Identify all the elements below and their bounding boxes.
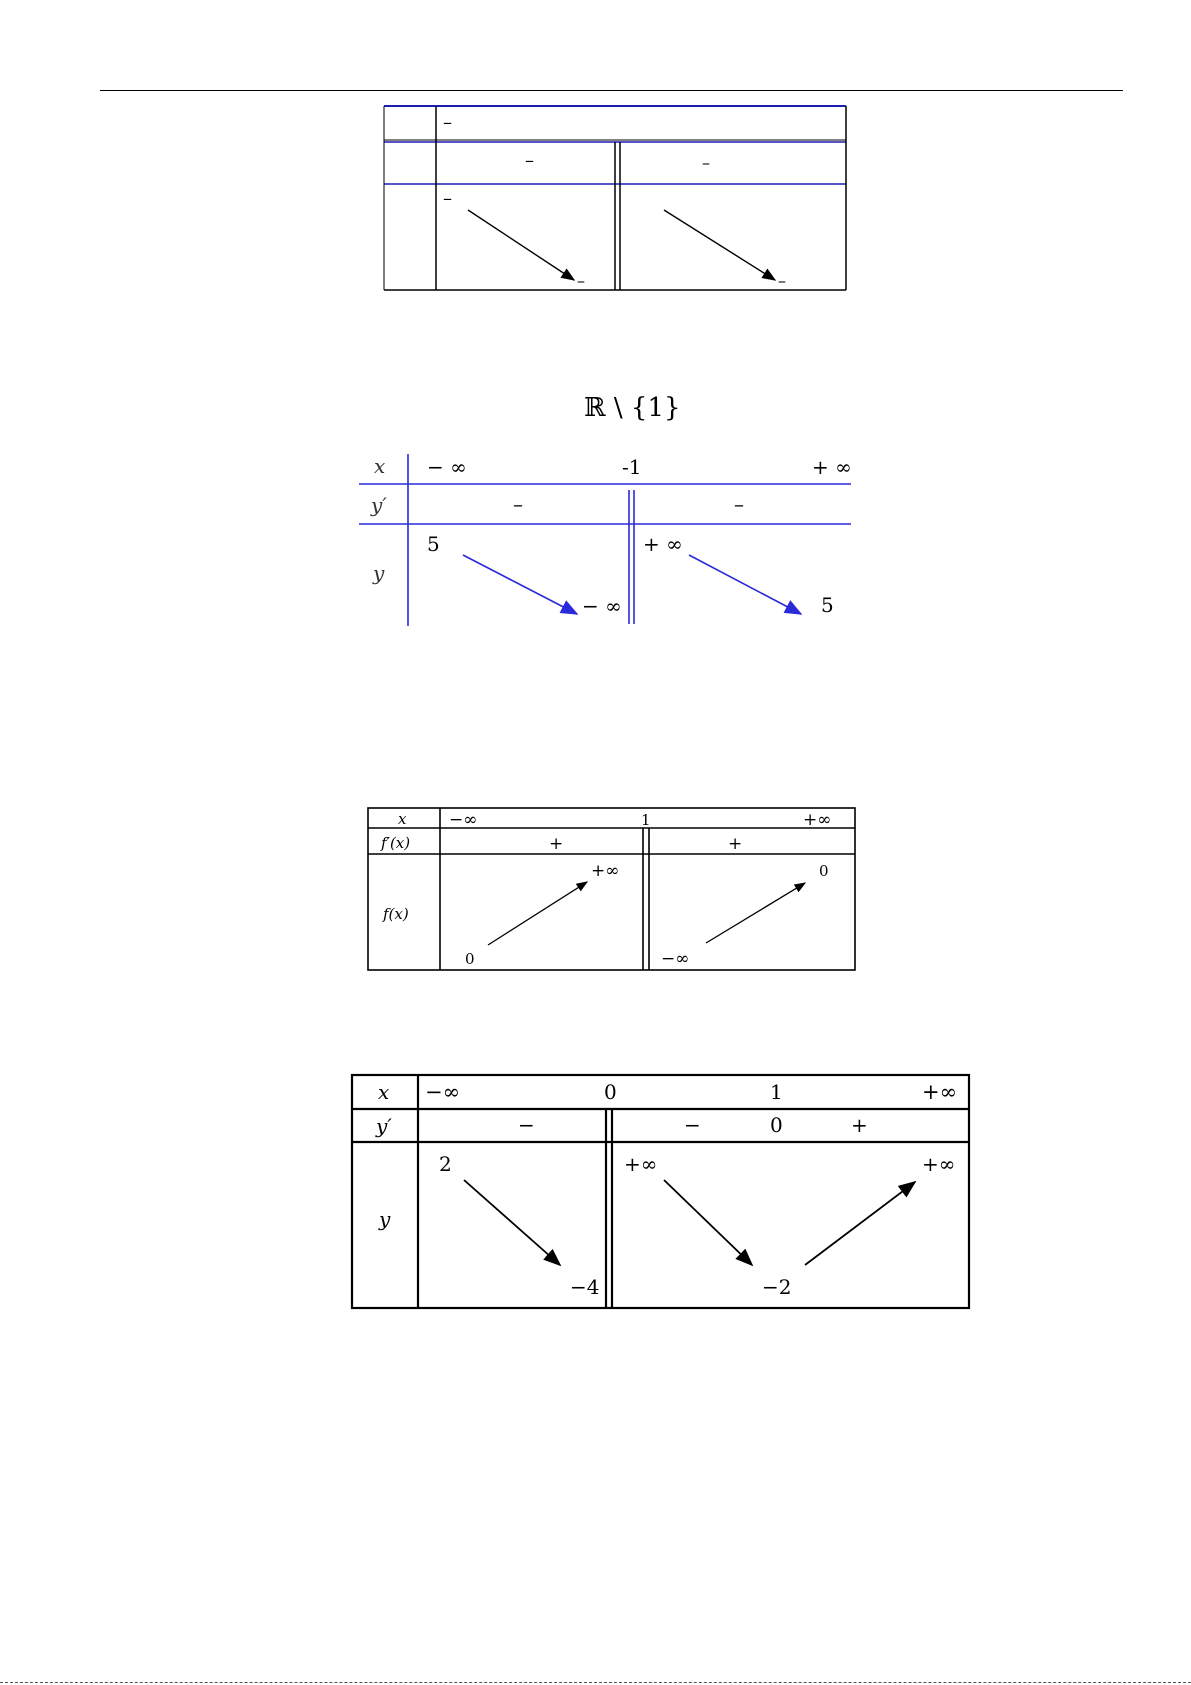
t3-label-df: f′(x)	[381, 834, 411, 852]
t4-y-neg4: −4	[570, 1275, 600, 1299]
t3-y-zero-right: 0	[819, 862, 829, 880]
t2-y-5-right: 5	[821, 593, 834, 617]
t1-x-dash: –	[443, 112, 452, 133]
t4-sign-3: +	[851, 1113, 868, 1137]
t4-x-neginf: −∞	[425, 1080, 461, 1104]
t4-label-dy: y′	[376, 1114, 392, 1138]
t4-label-x: x	[378, 1080, 390, 1104]
t3-sign-left: +	[549, 834, 564, 854]
t1-sign-left: –	[525, 150, 534, 171]
t2-arrow-right	[689, 555, 801, 614]
t3-label-f: f(x)	[383, 905, 409, 923]
header-rule	[100, 90, 1123, 91]
t1-y-end-left: –	[577, 271, 585, 290]
t3-label-x: x	[398, 810, 407, 828]
t2-sign-right: –	[734, 492, 744, 516]
t4-x-one: 1	[770, 1080, 783, 1104]
t3-arrow-right	[706, 883, 805, 943]
t2-y-5-left: 5	[427, 532, 440, 556]
t4-sign-1: −	[518, 1113, 535, 1137]
t2-arrow-left	[463, 555, 577, 614]
t3-y-posinf: +∞	[591, 861, 620, 881]
table-1-grid	[384, 106, 846, 290]
t3-sign-right: +	[728, 834, 743, 854]
variation-table-3	[365, 804, 860, 974]
variation-table-4	[348, 1072, 974, 1312]
t4-x-posinf: +∞	[922, 1080, 958, 1104]
t3-y-zero-left: 0	[465, 950, 475, 968]
t1-arrow-left	[468, 210, 574, 280]
t4-arrow-2	[664, 1180, 752, 1265]
t2-label-dy: y′	[371, 493, 387, 517]
t1-arrow-right	[664, 210, 775, 280]
t2-label-x: x	[374, 454, 386, 478]
t3-x-mid: 1	[641, 811, 651, 829]
t2-x-right: + ∞	[812, 455, 852, 479]
t2-x-mid: -1	[622, 455, 642, 479]
t3-arrow-left	[488, 882, 587, 945]
variation-table-2	[355, 450, 855, 630]
t2-label-y: y	[373, 561, 385, 585]
footer-rule	[0, 1682, 1191, 1683]
t4-sign-zero: 0	[770, 1113, 783, 1137]
t2-y-neginf: − ∞	[582, 594, 622, 618]
t1-sign-right: –	[702, 153, 710, 172]
t4-y-two: 2	[439, 1152, 452, 1176]
t4-y-posinf-right: +∞	[922, 1152, 956, 1176]
t4-x-zero: 0	[604, 1080, 617, 1104]
t4-arrow-3	[805, 1182, 915, 1265]
t3-y-neginf: −∞	[661, 949, 690, 969]
t2-sign-left: –	[513, 492, 523, 516]
variation-table-1	[380, 100, 850, 295]
t4-arrow-1	[464, 1180, 560, 1265]
t3-x-right: +∞	[803, 810, 832, 830]
t4-y-posinf-mid: +∞	[624, 1152, 658, 1176]
t1-y-start: –	[443, 188, 452, 209]
t1-y-end-right: –	[778, 271, 786, 290]
domain-label: ℝ \ {1}	[584, 393, 681, 423]
t3-x-left: −∞	[449, 810, 478, 830]
t4-sign-2: −	[684, 1113, 701, 1137]
t2-y-posinf: + ∞	[643, 532, 683, 556]
table-4-grid	[352, 1075, 969, 1308]
t2-x-left: − ∞	[427, 455, 467, 479]
table-3-grid	[368, 808, 855, 970]
t4-y-neg2: −2	[762, 1275, 792, 1299]
t4-label-y: y	[379, 1207, 391, 1231]
